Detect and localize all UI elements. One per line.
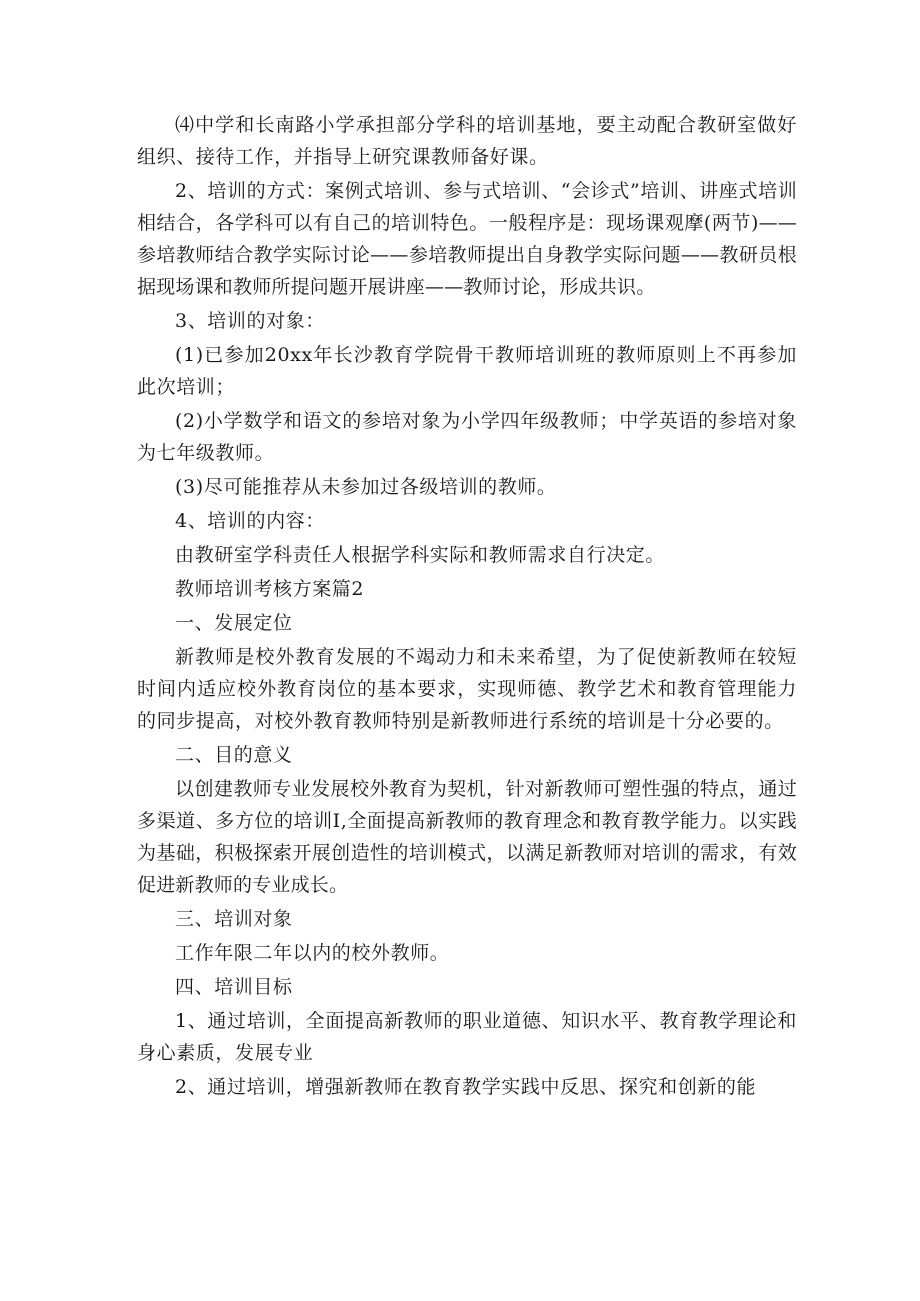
section-title-plan-2: 教师培训考核方案篇2	[175, 578, 365, 600]
heading-purpose: 二、目的意义	[175, 744, 293, 766]
heading-development-positioning: 一、发展定位	[175, 612, 293, 634]
paragraph-goal-2: 2、通过培训，增强新教师在教育教学实践中反思、探究和创新的能	[175, 1076, 757, 1098]
paragraph-target-3: (3)尽可能推荐从未参加过各级培训的教师。	[175, 476, 557, 498]
paragraph-training-object: 工作年限二年以内的校外教师。	[175, 942, 450, 964]
paragraph-target-2: (2)小学数学和语文的参培对象为小学四年级教师；中学英语的参培对象为七年级教师。	[137, 410, 797, 464]
paragraph-purpose: 以创建教师专业发展校外教育为契机，针对新教师可塑性强的特点，通过多渠道、多方位的培训Ⅰ,全面提高新教师的教育理念和教育教学能力。以实践为基础，积极探索开展创造性的培训模式，以满足新教师对培训的需求，有效促进新教师的专业成长。	[137, 778, 797, 896]
heading-training-target: 3、培训的对象：	[175, 310, 325, 332]
paragraph-goal-1: 1、通过培训，全面提高新教师的职业道德、知识水平、教育教学理论和身心素质，发展专业	[137, 1010, 797, 1064]
heading-training-object: 三、培训对象	[175, 908, 293, 930]
paragraph-development-positioning: 新教师是校外教育发展的不竭动力和未来希望，为了促使新教师在较短时间内适应校外教育岗位的基本要求，实现师德、教学艺术和教育管理能力的同步提高，对校外教育教师特别是新教师进行系统的培训是十分必要的。	[137, 646, 797, 732]
paragraph-training-base: ⑷中学和长南路小学承担部分学科的培训基地，要主动配合教研室做好组织、接待工作，并指导上研究课教师备好课。	[137, 114, 797, 168]
paragraph-training-content: 由教研室学科责任人根据学科实际和教师需求自行决定。	[175, 544, 666, 566]
heading-training-goal: 四、培训目标	[175, 976, 293, 998]
paragraph-training-method: 2、培训的方式：案例式培训、参与式培训、“会诊式”培训、讲座式培训相结合，各学科可以有自己的培训特色。一般程序是：现场课观摩(两节)——参培教师结合教学实际讨论——参培教师提出自身教学实际问题——教研员根据现场课和教师所提问题开展讲座——教师讨论，形成共识。	[137, 180, 797, 298]
heading-training-content: 4、培训的内容：	[175, 510, 325, 532]
paragraph-target-1: (1)已参加20xx年长沙教育学院骨干教师培训班的教师原则上不再参加此次培训；	[137, 344, 797, 398]
document-body	[137, 109, 797, 1105]
